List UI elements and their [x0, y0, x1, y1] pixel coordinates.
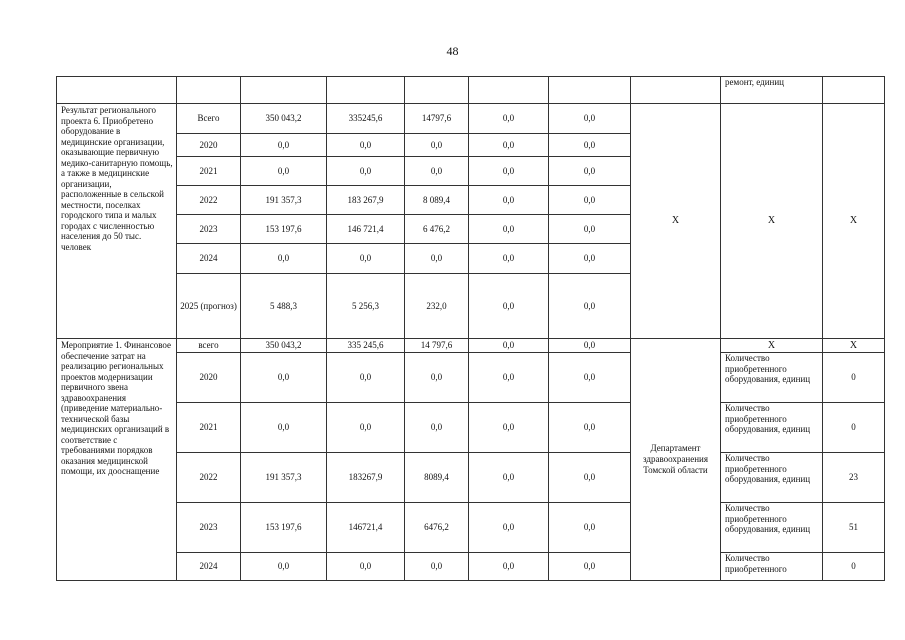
total-cell: 350 043,2 [241, 104, 327, 134]
regional-cell: 8089,4 [405, 453, 469, 503]
total-cell: 153 197,6 [241, 215, 327, 244]
year-cell: 2024 [177, 244, 241, 274]
local-cell: 0,0 [469, 215, 549, 244]
local-cell: 0,0 [469, 453, 549, 503]
year-cell: 2020 [177, 134, 241, 157]
section1-executor: Х [631, 104, 721, 339]
table-cell [177, 77, 241, 104]
federal-cell: 335245,6 [327, 104, 405, 134]
regional-cell: 0,0 [405, 134, 469, 157]
federal-cell: 0,0 [327, 134, 405, 157]
federal-cell: 183 267,9 [327, 186, 405, 215]
extra-cell: 0,0 [549, 274, 631, 339]
indicator-cell: Количество приобретенного оборудования, единиц [721, 453, 823, 503]
indicator-cell: ремонт, единиц [721, 77, 823, 104]
table-cell [405, 77, 469, 104]
total-cell: 0,0 [241, 353, 327, 403]
indicator-value-cell: 0 [823, 403, 885, 453]
year-cell: 2023 [177, 503, 241, 553]
total-cell: 350 043,2 [241, 339, 327, 353]
local-cell: 0,0 [469, 274, 549, 339]
extra-cell: 0,0 [549, 215, 631, 244]
regional-cell: 14 797,6 [405, 339, 469, 353]
extra-cell: 0,0 [549, 503, 631, 553]
year-cell: Всего [177, 104, 241, 134]
section2-executor: Департамент здравоохранения Томской области [631, 339, 721, 581]
total-cell: 153 197,6 [241, 503, 327, 553]
total-cell: 0,0 [241, 134, 327, 157]
total-cell: 191 357,3 [241, 186, 327, 215]
table-cell [57, 77, 177, 104]
indicator-cell: Количество приобретенного оборудования, единиц [721, 503, 823, 553]
local-cell: 0,0 [469, 104, 549, 134]
federal-cell: 146721,4 [327, 503, 405, 553]
regional-cell: 0,0 [405, 157, 469, 186]
table-row [57, 553, 885, 581]
local-cell: 0,0 [469, 403, 549, 453]
federal-cell: 0,0 [327, 553, 405, 581]
extra-cell: 0,0 [549, 553, 631, 581]
section1-title: Результат регионального проекта 6. Приобретено оборудование в медицинские организации, оказывающие первичную медико-санитарную помощь, а также в медицинские организации, расположенные в сельской местности, поселках городского типа и малых городах с численностью населения до 50 тыс. человек [57, 104, 177, 339]
indicator-cell: Количество приобретенного [721, 553, 823, 581]
total-cell: 0,0 [241, 403, 327, 453]
federal-cell: 0,0 [327, 403, 405, 453]
budget-table [56, 76, 885, 581]
extra-cell: 0,0 [549, 134, 631, 157]
indicator-value-cell: 0 [823, 553, 885, 581]
year-cell: 2023 [177, 215, 241, 244]
year-cell: всего [177, 339, 241, 353]
regional-cell: 6 476,2 [405, 215, 469, 244]
federal-cell: 183267,9 [327, 453, 405, 503]
regional-cell: 8 089,4 [405, 186, 469, 215]
federal-cell: 146 721,4 [327, 215, 405, 244]
total-cell: 5 488,3 [241, 274, 327, 339]
year-cell: 2022 [177, 453, 241, 503]
section2-title: Мероприятие 1. Финансовое обеспечение затрат на реализацию региональных проектов модернизации первичного звена здравоохранения (приведение материально-технической базы медицинских организаций в соответствие с требованиями порядков оказания медицинской помощи, их дооснащение [57, 339, 177, 581]
extra-cell: 0,0 [549, 353, 631, 403]
table-cell [241, 77, 327, 104]
year-cell: 2021 [177, 403, 241, 453]
indicator-cell: Количество приобретенного оборудования, единиц [721, 353, 823, 403]
indicator-value-cell: 51 [823, 503, 885, 553]
indicator-value-cell: Х [823, 339, 885, 353]
federal-cell: 5 256,3 [327, 274, 405, 339]
section1-indicator: Х [721, 104, 823, 339]
regional-cell: 0,0 [405, 403, 469, 453]
table-row [57, 104, 885, 134]
table-cell [327, 77, 405, 104]
regional-cell: 0,0 [405, 553, 469, 581]
table-cell [469, 77, 549, 104]
total-cell: 0,0 [241, 157, 327, 186]
local-cell: 0,0 [469, 339, 549, 353]
federal-cell: 0,0 [327, 157, 405, 186]
page-number: 48 [446, 44, 459, 58]
extra-cell: 0,0 [549, 339, 631, 353]
total-cell: 191 357,3 [241, 453, 327, 503]
extra-cell: 0,0 [549, 186, 631, 215]
table-row [57, 339, 885, 353]
year-cell: 2024 [177, 553, 241, 581]
extra-cell: 0,0 [549, 104, 631, 134]
table-cell [823, 77, 885, 104]
local-cell: 0,0 [469, 353, 549, 403]
year-cell: 2022 [177, 186, 241, 215]
regional-cell: 6476,2 [405, 503, 469, 553]
regional-cell: 232,0 [405, 274, 469, 339]
section1-indicator-value: Х [823, 104, 885, 339]
table-row [57, 403, 885, 453]
federal-cell: 0,0 [327, 353, 405, 403]
table-cell [549, 77, 631, 104]
extra-cell: 0,0 [549, 244, 631, 274]
indicator-value-cell: 23 [823, 453, 885, 503]
total-cell: 0,0 [241, 553, 327, 581]
year-cell: 2025 (прогноз) [177, 274, 241, 339]
local-cell: 0,0 [469, 244, 549, 274]
year-cell: 2020 [177, 353, 241, 403]
indicator-value-cell: 0 [823, 353, 885, 403]
local-cell: 0,0 [469, 134, 549, 157]
extra-cell: 0,0 [549, 157, 631, 186]
table-row [57, 353, 885, 403]
federal-cell: 0,0 [327, 244, 405, 274]
regional-cell: 0,0 [405, 353, 469, 403]
extra-cell: 0,0 [549, 453, 631, 503]
local-cell: 0,0 [469, 503, 549, 553]
local-cell: 0,0 [469, 553, 549, 581]
table-row [57, 503, 885, 553]
local-cell: 0,0 [469, 157, 549, 186]
indicator-cell: Х [721, 339, 823, 353]
indicator-cell: Количество приобретенного оборудования, единиц [721, 403, 823, 453]
federal-cell: 335 245,6 [327, 339, 405, 353]
local-cell: 0,0 [469, 186, 549, 215]
table-row [57, 453, 885, 503]
extra-cell: 0,0 [549, 403, 631, 453]
table-cell [631, 77, 721, 104]
total-cell: 0,0 [241, 244, 327, 274]
regional-cell: 0,0 [405, 244, 469, 274]
regional-cell: 14797,6 [405, 104, 469, 134]
table-row [57, 77, 885, 104]
year-cell: 2021 [177, 157, 241, 186]
